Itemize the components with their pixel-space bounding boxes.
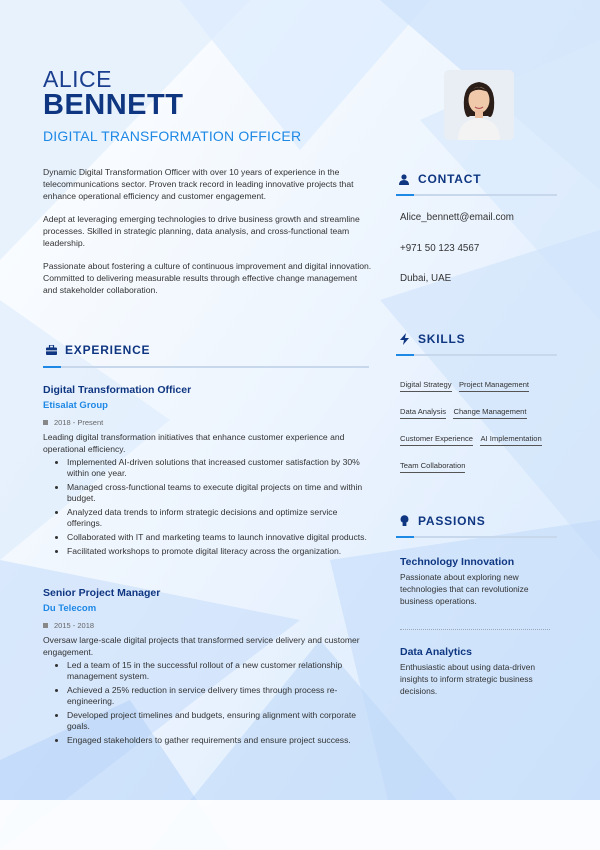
lightbulb-icon (398, 515, 410, 527)
job-bullet: Collaborated with IT and marketing teams to launch innovative digital products. (43, 532, 373, 543)
job-bullet: Developed project timelines and budgets, ensuring alignment with corporate goals. (43, 710, 373, 732)
job-company: Du Telecom (43, 603, 97, 614)
contact-list (400, 212, 514, 304)
skill-tag: Change Management (453, 407, 526, 419)
skill-tag: AI Implementation (480, 434, 541, 446)
summary-paragraph: Dynamic Digital Transformation Officer with over 10 years of experience in the telecommunications sector. Proven track record in leading innovative projects that enhance operational efficiency and customer engagement. (43, 167, 354, 201)
briefcase-icon (45, 345, 57, 355)
contact-location: Dubai, UAE (400, 273, 452, 284)
skill-tag: Digital Strategy (400, 380, 452, 392)
summary-paragraph: Passionate about fostering a culture of continuous improvement and digital innovation. Committed to delivering measurable results through effective change management and stakeholder collaboration. (43, 261, 372, 295)
job-bullet: Implemented AI-driven solutions that increased customer satisfaction by 30% within one year. (43, 457, 373, 479)
experience-item (43, 384, 373, 557)
experience-heading (45, 343, 150, 357)
first-name: ALICE (43, 66, 112, 92)
skills-divider (396, 354, 557, 356)
contact-heading (398, 172, 481, 186)
profile-photo (444, 70, 514, 140)
experience-item (43, 587, 373, 746)
job-dates-text: 2015 - 2018 (54, 621, 95, 630)
skills-list (400, 374, 560, 482)
passion-item (400, 646, 560, 697)
skill-tag: Project Management (459, 380, 529, 392)
job-title: DIGITAL TRANSFORMATION OFFICER (43, 128, 302, 144)
job-bullet: Engaged stakeholders to gather requirements and ensure project success. (43, 735, 373, 746)
contact-heading-label: CONTACT (418, 172, 482, 186)
skill-tag: Data Analysis (400, 407, 446, 419)
professional-summary (43, 166, 373, 307)
job-bullet: Led a team of 15 in the successful rollout of a new customer relationship management system. (43, 660, 373, 682)
lightning-icon (398, 333, 410, 345)
experience-divider (43, 366, 369, 368)
job-dates-text: 2018 - Present (54, 418, 104, 427)
job-role: Digital Transformation Officer (43, 384, 192, 396)
job-description: Oversaw large-scale digital projects that transformed service delivery and customer engagement. (43, 635, 360, 657)
passion-title: Technology Innovation (400, 556, 515, 568)
last-name: BENNETT (43, 89, 184, 121)
skills-heading-label: SKILLS (418, 332, 466, 346)
job-company: Etisalat Group (43, 400, 108, 411)
skills-heading (398, 332, 465, 346)
passions-heading (398, 514, 486, 528)
passions-heading-label: PASSIONS (418, 514, 486, 528)
contact-email: Alice_bennett@email.com (400, 212, 514, 223)
contact-divider (396, 194, 557, 196)
passions-divider (396, 536, 557, 538)
skill-tag: Team Collaboration (400, 461, 465, 473)
calendar-icon (43, 623, 48, 628)
passion-description: Passionate about exploring new technologies that can revolutionize business operations. (400, 572, 529, 606)
passion-title: Data Analytics (400, 646, 472, 658)
summary-paragraph: Adept at leveraging emerging technologies to drive business growth and streamline processes. Skilled in strategic planning, data analysis, and cross-functional team leadership. (43, 214, 360, 248)
job-bullet: Managed cross-functional teams to execute digital projects on time and within budget. (43, 482, 373, 504)
job-bullet: Analyzed data trends to inform strategic decisions and optimize service offerings. (43, 507, 373, 529)
job-bullet: Facilitated workshops to promote digital literacy across the organization. (43, 546, 373, 557)
job-role: Senior Project Manager (43, 587, 161, 599)
job-bullets (43, 660, 373, 746)
person-icon (398, 174, 410, 185)
calendar-icon (43, 420, 48, 425)
experience-list (43, 384, 373, 776)
contact-phone: +971 50 123 4567 (400, 242, 480, 254)
job-dates (43, 418, 373, 427)
job-dates (43, 621, 373, 630)
passion-divider (400, 629, 550, 630)
job-bullets (43, 457, 373, 557)
passion-description: Enthusiastic about using data-driven insights to inform strategic business decisions. (400, 662, 536, 696)
skill-tag: Customer Experience (400, 434, 473, 446)
passion-item (400, 556, 560, 607)
job-bullet: Achieved a 25% reduction in service delivery times through process re-engineering. (43, 685, 373, 707)
passions-list (400, 556, 560, 697)
experience-heading-label: EXPERIENCE (65, 343, 151, 357)
job-description: Leading digital transformation initiatives that enhance customer experience and operational efficiency. (43, 432, 345, 454)
